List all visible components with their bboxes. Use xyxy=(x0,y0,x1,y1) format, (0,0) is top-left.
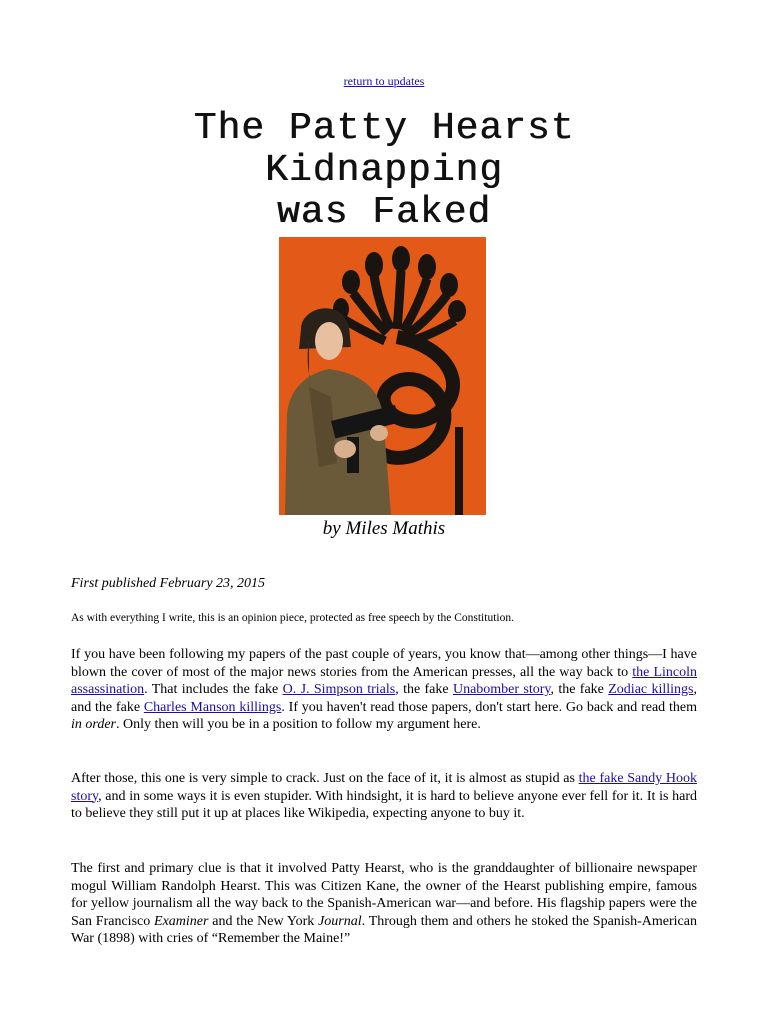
disclaimer: As with everything I write, this is an opinion piece, protected as free speech by the Constitution. xyxy=(71,612,514,624)
sla-poster-illustration xyxy=(279,237,486,515)
text: and the New York xyxy=(208,913,319,929)
text: . That includes the fake xyxy=(144,682,283,698)
return-link-container xyxy=(0,74,768,89)
title-line-1: The Patty Hearst xyxy=(193,107,575,150)
sla-poster-image xyxy=(279,237,486,515)
return-to-updates-link[interactable]: return to updates xyxy=(343,74,425,88)
text: , the fake xyxy=(550,682,609,698)
text: . Only then will you be in a position to follow my argument here. xyxy=(115,717,481,733)
sandy-hook-link[interactable]: the fake Sandy Hook story xyxy=(71,771,697,804)
text: The first and primary clue is that it involved Patty Hearst, who is the granddaughter of billionaire newspaper mogul William Randolph Hearst. This was Citizen Kane, the owner of the Hearst publishing empire, famous for yellow journalism all the way back to the Spanish-American war—and before. His flagship papers were the San Francisco xyxy=(71,861,697,929)
page-title xyxy=(0,108,768,234)
text: , the fake xyxy=(395,682,453,698)
paragraph-1 xyxy=(71,646,697,734)
title-line-2: Kidnapping xyxy=(264,149,504,192)
text: . If you haven't read those papers, don't start here. Go back and read them xyxy=(281,699,697,715)
paragraph-3 xyxy=(71,860,697,948)
lincoln-assassination-link[interactable]: the Lincoln assassination xyxy=(71,664,697,698)
emphasis: Examiner xyxy=(154,913,209,929)
published-date: First published February 23, 2015 xyxy=(71,576,266,591)
text: . Through them and others he stoked the Spanish-American War (1898) with cries of “Remember the Maine!” xyxy=(71,913,697,947)
paragraph-2 xyxy=(71,770,697,823)
oj-simpson-link[interactable]: O. J. Simpson trials xyxy=(282,682,396,698)
title-line-3: was Faked xyxy=(276,191,492,234)
emphasis: Journal xyxy=(318,913,362,929)
manson-link[interactable]: Charles Manson killings xyxy=(143,699,282,715)
emphasis: in order xyxy=(71,717,116,733)
byline: by Miles Mathis xyxy=(322,518,446,539)
text: If you have been following my papers of the past couple of years, you know that—among other things—I have blown the cover of most of the major news stories from the American presses, all the way back to xyxy=(71,647,697,680)
unabomber-link[interactable]: Unabomber story xyxy=(452,682,551,698)
text: , and in some ways it is even stupider. With hindsight, it is hard to believe anyone ever fell for it. It is hard to believe they still put it up at places like Wikipedia, expecting anyone to buy it. xyxy=(71,788,697,822)
text: , and the fake xyxy=(71,682,697,715)
zodiac-link[interactable]: Zodiac killings xyxy=(608,682,694,698)
text: After those, this one is very simple to crack. Just on the face of it, it is almost as stupid as xyxy=(71,771,579,786)
